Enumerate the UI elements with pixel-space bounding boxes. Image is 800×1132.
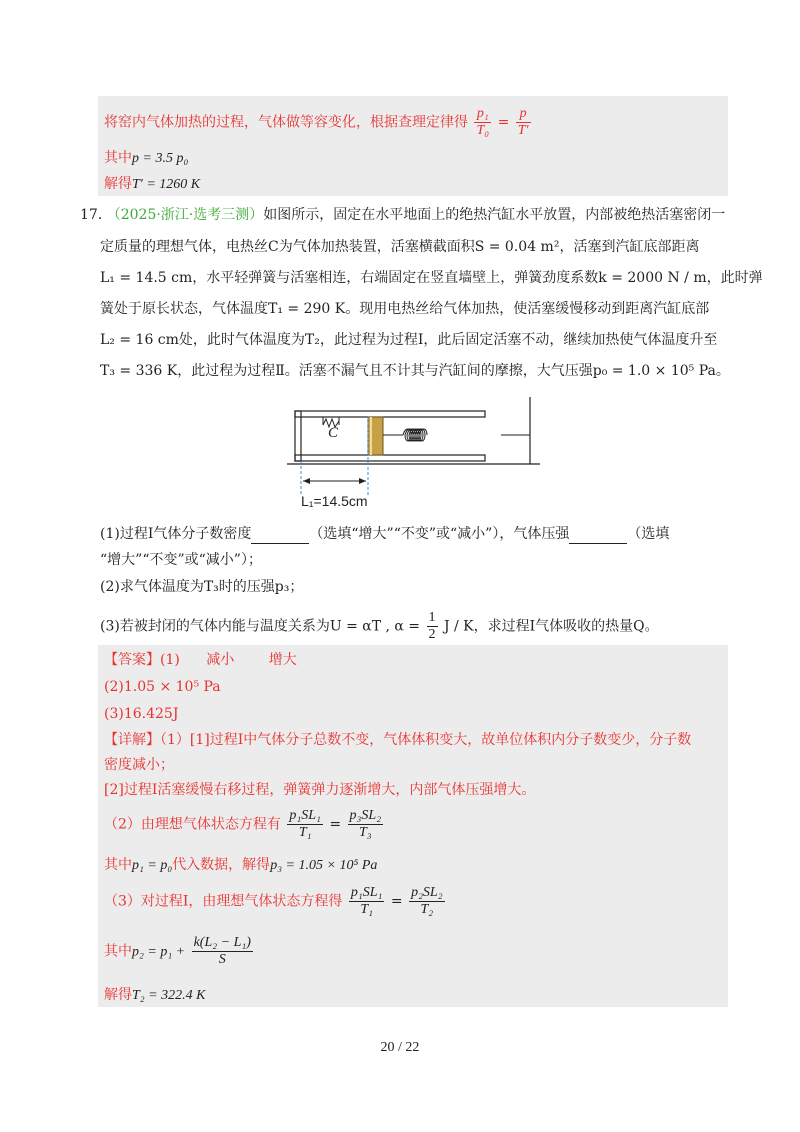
prev-line2-prefix: 其中	[104, 150, 132, 166]
eq3-frac-right: $\frac{\text{p₂SL₂}}{\text{T₂}}$	[411, 885, 443, 917]
question-1-line2: “增大”“不变”或“减小”）；	[100, 552, 262, 568]
answer-1-value1: 减小	[206, 652, 235, 668]
eq2-frac-right: $\frac{\text{p₃SL₂}}{\text{T₃}}$	[349, 808, 382, 840]
explain-line1: 【详解】（1）[1]过程Ⅰ中气体分子总数不变，气体体积变大，故单位体积内分子数变少，分子数	[104, 732, 692, 748]
problem-line3: L₁ = 14.5 cm，水平轻弹簧与活塞相连，右端固定在竖直墙壁上，弹簧劲度系数k = 2000 N / m，此时弹	[100, 270, 763, 286]
problem-line2: 定质量的理想气体，电热丝C为气体加热装置，活塞横截面积S = 0.04 m²，活塞到汽缸底部距离	[100, 239, 700, 255]
answer-1-value2: 增大	[268, 652, 297, 668]
problem-line5: L₂ = 16 cm处，此时气体温度为T₂，此过程为过程Ⅰ，此后固定活塞不动，继续加热使气体温度升至	[100, 332, 718, 348]
explain-line8: 解得T₂ = 322.4 K	[104, 987, 206, 1003]
explain-line4: （2）由理想气体状态方程有 $\frac{\text{p₁SL₁}}{\text{T₁}}$ = $\frac{\text{p₃SL₂}}{\text{T₃}}$	[104, 808, 382, 840]
prev-line1: 将窑内气体加热的过程，气体做等容变化，根据查理定律得	[104, 114, 468, 131]
answer-tag: 【答案】	[104, 652, 160, 668]
explain-line2: 密度减小；	[104, 757, 174, 773]
explain-line5: 其中p₁ = p₀代入数据，解得p₃ = 1.05 × 10⁵ Pa	[104, 857, 378, 873]
prev-frac-left: $\frac{\text{p₁}}{\text{T₀}}$	[476, 106, 490, 138]
answer-blank-1[interactable]	[251, 529, 309, 544]
problem-line1	[80, 205, 725, 225]
answer-line1: 【答案】(1) 减小 增大	[104, 652, 297, 668]
eq2-frac-left: $\frac{\text{p₁SL₁}}{\text{T₁}}$	[289, 808, 321, 840]
prev-line3-math: T′ = 1260 K	[132, 177, 201, 192]
spring-term-frac: $\frac{\text{k(L₂ − L₁)}}{S}$	[193, 935, 251, 967]
explain-line3: [2]过程Ⅰ活塞缓慢右移过程，弹簧弹力逐渐增大，内部气体压强增大。	[104, 782, 536, 798]
page-number: 20 / 22	[380, 1040, 420, 1055]
prev-line2-math: p = 3.5 p₀	[132, 151, 189, 166]
problem-number: 17.	[80, 207, 103, 223]
answer-3: (3)16.425J	[104, 706, 179, 722]
problem-line6: T₃ = 336 K，此过程为过程Ⅱ。活塞不漏气且不计其与汽缸间的摩擦，大气压强p₀ = 1.0 × 10⁵ Pa。	[100, 363, 730, 379]
problem-source: （2025·浙江·选考三测）	[106, 207, 264, 223]
question-3: (3)若被封闭的气体内能与温度关系为U = αT , α = $\frac{1}{2}$ J / K，求过程Ⅰ气体吸收的热量Q。	[100, 610, 659, 642]
prev-frac-right: $\frac{p}{T'}$	[517, 106, 529, 138]
length-label: L₁=14.5cm	[301, 493, 368, 509]
explain-tag: 【详解】	[104, 732, 160, 748]
answer-blank-2[interactable]	[569, 529, 627, 544]
answer-2: (2)1.05 × 10⁵ Pa	[104, 679, 221, 695]
explain-line6: （3）对过程Ⅰ，由理想气体状态方程得 $\frac{\text{p₁SL₁}}{\text{T₁}}$ = $\frac{\text{p₂SL₂}}{\text{T₂}}$	[104, 885, 443, 917]
problem-line4: 簧处于原长状态，气体温度T₁ = 290 K。现用电热丝给气体加热，使活塞缓慢移动到距离汽缸底部	[100, 301, 710, 317]
solution-block	[98, 645, 728, 1007]
prev-solution-block: 将窑内气体加热的过程，气体做等容变化，根据查理定律得 $\frac{\text{p₁}}{\text{T₀}}$ = $\frac{p}{T'}$ 其中p = 3.5 p₀ 解得T′ = 1260 K	[98, 96, 728, 196]
problem-text-1: 如图所示，固定在水平地面上的绝热汽缸水平放置，内部被绝热活塞密闭一	[263, 207, 726, 223]
explain-line7: 其中p₂ = p₁ + $\frac{\text{k(L₂ − L₁)}}{S}$	[104, 935, 251, 967]
question-2: (2)求气体温度为T₃时的压强p₃；	[100, 579, 304, 595]
eq3-frac-left: $\frac{\text{p₁SL₁}}{\text{T₁}}$	[350, 885, 383, 917]
alpha-frac: $\frac{1}{2}$	[428, 610, 436, 642]
question-1-line1: (1)过程Ⅰ气体分子数密度 （选填“增大”“不变”或“减小”），气体压强 （选填	[100, 526, 670, 542]
heater-label: C	[328, 425, 339, 441]
prev-line3-prefix: 解得	[104, 176, 132, 192]
cylinder-figure	[285, 395, 555, 515]
